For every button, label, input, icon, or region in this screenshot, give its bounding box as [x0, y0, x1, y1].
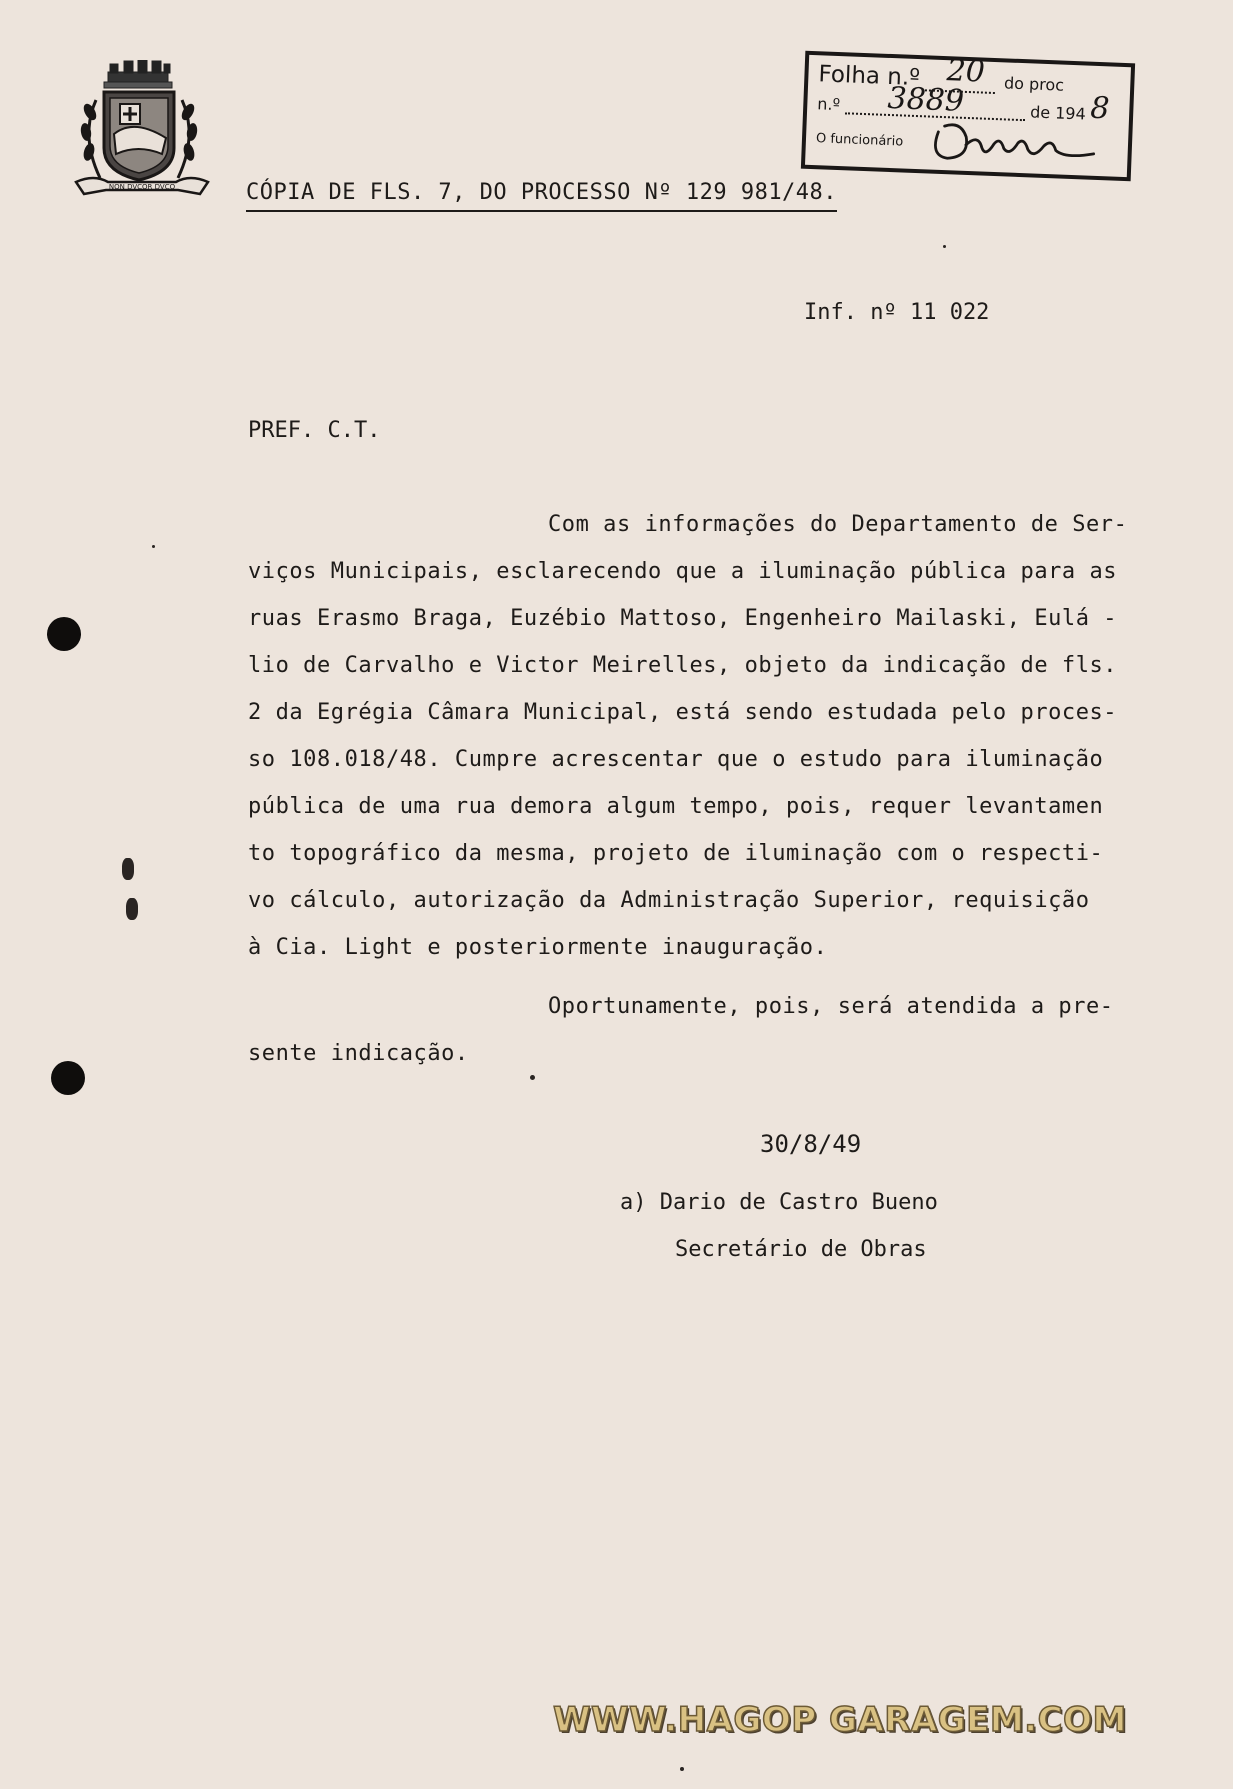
paragraph-line: ruas Erasmo Braga, Euzébio Mattoso, Engenheiro Mailaski, Eulá - — [248, 606, 1118, 631]
document-date: 30/8/49 — [760, 1130, 862, 1158]
svg-text:NON DVCOR DVCO: NON DVCOR DVCO — [108, 183, 176, 191]
paragraph-line: sente indicação. — [248, 1041, 469, 1066]
clerk-signature — [925, 111, 1117, 170]
paragraph-line: Oportunamente, pois, será atendida a pre- — [548, 994, 1114, 1019]
ink-speck — [152, 545, 155, 548]
year-digit-handwritten: 8 — [1089, 90, 1111, 127]
addressee: PREF. C.T. — [248, 418, 381, 443]
ink-speck — [530, 1075, 535, 1080]
punch-hole — [51, 1061, 85, 1095]
paragraph-line: pública de uma rua demora algum tempo, pois, requer levantamen — [248, 794, 1104, 819]
n-label: n.º — [816, 94, 841, 115]
folha-label: Folha n.º — [817, 61, 921, 92]
punch-hole — [47, 617, 81, 651]
signer-name: a) Dario de Castro Bueno — [620, 1190, 938, 1215]
ink-mark — [122, 858, 134, 880]
ink-speck — [680, 1767, 684, 1771]
title-underline — [246, 210, 837, 212]
do-proc-label: do proc — [1003, 73, 1065, 95]
paragraph-line: so 108.018/48. Cumpre acrescentar que o estudo para iluminação — [248, 747, 1104, 772]
paragraph-line: Com as informações do Departamento de Ser- — [548, 512, 1128, 537]
coat-of-arms-emblem — [74, 60, 210, 202]
folha-number-handwritten: 20 — [946, 53, 986, 90]
process-number-handwritten: 3889 — [886, 80, 965, 119]
paragraph-line: to topográfico da mesma, projeto de iluminação com o respecti- — [248, 841, 1104, 866]
paragraph-line: viços Municipais, esclarecendo que a iluminação pública para as — [248, 559, 1118, 584]
signer-role: Secretário de Obras — [675, 1237, 927, 1262]
paragraph-line: 2 da Egrégia Câmara Municipal, está sendo estudada pelo proces- — [248, 700, 1118, 725]
paragraph-line: à Cia. Light e posteriormente inauguração. — [248, 935, 828, 960]
copy-title-text: CÓPIA DE FLS. 7, DO PROCESSO Nº 129 981/48. — [246, 180, 838, 205]
website-watermark: WWW.HAGOP GARAGEM.COM — [553, 1700, 1127, 1740]
folha-stamp — [801, 51, 1135, 182]
copy-title — [246, 180, 837, 205]
inf-number: Inf. nº 11 022 — [804, 300, 990, 325]
paragraph-line: vo cálculo, autorização da Administração Superior, requisição — [248, 888, 1090, 913]
ink-speck — [943, 245, 946, 248]
ink-mark — [126, 898, 138, 920]
paragraph-line: lio de Carvalho e Victor Meirelles, objeto da indicação de fls. — [248, 653, 1118, 678]
funcionario-label: O funcionário — [815, 131, 904, 150]
year-label: de 194 — [1029, 102, 1087, 124]
